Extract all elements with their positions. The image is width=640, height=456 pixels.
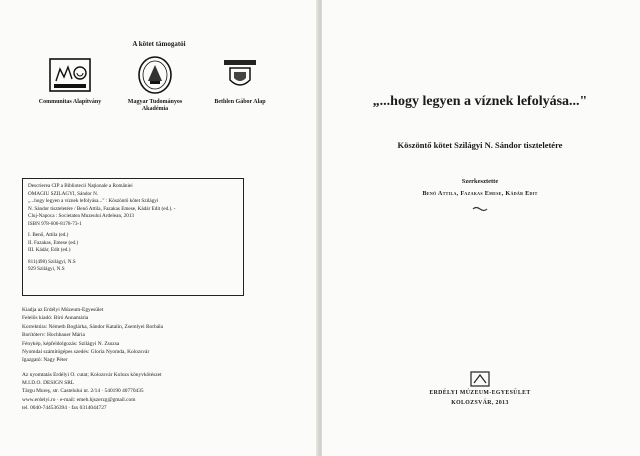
book-subtitle: Köszöntő kötet Szilágyi N. Sándor tiszteletére bbox=[397, 140, 563, 150]
publisher-logo-icon bbox=[465, 368, 495, 392]
logo-bethlen-gabor bbox=[200, 55, 280, 113]
bethlen-gabor-crest-icon bbox=[220, 56, 260, 94]
logo-caption: Magyar Tudományos Akadémia bbox=[127, 99, 183, 113]
imprint-line: Igazgató: Nagy Péter bbox=[22, 357, 68, 364]
cip-line: 929 Szilágyi, N.S bbox=[28, 266, 65, 273]
cip-line: 811(498) Szilágyi, N.S bbox=[28, 258, 76, 265]
imprint-line: Fénykép, képfeldolgozás: Szilágyi N. Zsuzsa bbox=[22, 340, 120, 347]
ornament-icon bbox=[472, 206, 488, 212]
editors-label: Szerkesztette bbox=[461, 178, 499, 185]
cip-line: N. Sándor tiszteletére / Benő Attila, Fazakas Emese, Kádár Edit (ed.). - bbox=[28, 205, 176, 212]
imprint-line: Kiadja az Erdélyi Múzeum-Egyesület bbox=[22, 307, 104, 313]
logo-communitas bbox=[30, 55, 110, 113]
imprint-line: Borítóterv: Hochbauer Mária bbox=[22, 332, 85, 339]
cip-line: I. Benő, Attila (ed.) bbox=[28, 232, 69, 239]
publisher-name: ERDÉLYI MÚZEUM-EGYESÜLET bbox=[429, 390, 531, 396]
cip-line: „...hogy legyen a víznek lefolyása..." : Köszöntő kötet Szilágyi bbox=[28, 198, 159, 205]
supporters-heading: A kötet támogatói bbox=[132, 40, 186, 48]
logo-academy bbox=[115, 55, 195, 113]
cip-line: ISBN 978-606-8178-73-1 bbox=[28, 220, 82, 227]
cip-line: III. Kádár, Edit (ed.) bbox=[28, 247, 71, 254]
logo-caption: Communitas Alapítvány bbox=[38, 99, 102, 105]
imprint-line: tel. 0040-744536394 · fax 0314044727 bbox=[22, 405, 107, 412]
imprint-line: Az nyomtatás Erdélyi O. cutat; Kolozsvár Kolozs könyvkötészet bbox=[22, 371, 162, 378]
book-title: „...hogy legyen a víznek lefolyása..." bbox=[372, 94, 588, 109]
imprint-line: M.I.D.O. DESIGN SRL bbox=[22, 380, 75, 386]
cip-record bbox=[22, 178, 244, 296]
publication-place-year: KOLOZSVÁR, 2013 bbox=[451, 400, 509, 406]
academy-seal-icon bbox=[136, 55, 174, 95]
cip-line: II. Fazakas, Emese (ed.) bbox=[28, 239, 79, 246]
cip-line: Cluj-Napoca : Societatea Muzeului Ardelean, 2013 bbox=[28, 213, 135, 220]
imprint-line: www.erdelyi.ro · e-mail: emeb.hjszerzg@gmail.com bbox=[22, 396, 136, 403]
imprint-line: Tárgu Mureş, str. Castelului nr. 2/14 · 540190 40770435 bbox=[22, 388, 144, 395]
cip-line: OMAGIU SZILÁGYI, Sándor N. bbox=[28, 190, 99, 197]
imprint-block bbox=[22, 306, 302, 413]
cip-line: Descrierea CIP a Bibliotecii Naţionale a României bbox=[28, 183, 133, 189]
imprint-line: Nyomdai számítógépes szedés: Gloria Nyomda, Kolozsvár bbox=[22, 348, 150, 355]
imprint-line: Felelős kiadó: Bíró Annamária bbox=[22, 315, 89, 322]
supporter-logos bbox=[30, 55, 280, 113]
logo-caption: Bethlen Gábor Alap bbox=[214, 99, 266, 105]
imprint-line: Korrektúra: Németh Boglárka, Sándor Katalin, Zsemlyei Borbála bbox=[22, 323, 164, 330]
editors-names: Benő Attila, Fazakas Emese, Kádár Edit bbox=[422, 190, 538, 197]
communitas-logo-icon bbox=[48, 57, 92, 93]
